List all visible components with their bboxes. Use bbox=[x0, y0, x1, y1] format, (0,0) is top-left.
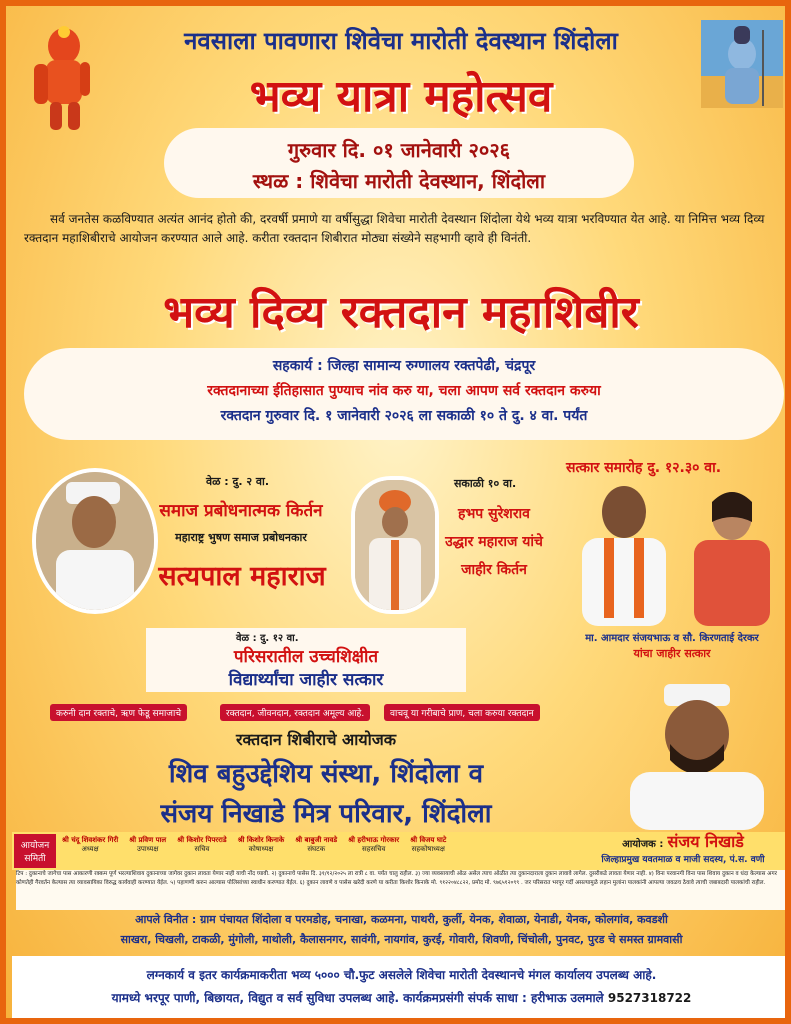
footer-line2: यामध्ये भरपूर पाणी, बिछायत, विद्युत व सर्व सुविधा उपलब्ध आहे. कार्यक्रमप्रसंगी संपर्क साधा : हरीभाऊ उलमाले bbox=[111, 991, 604, 1005]
organizer-label: आयोजक : bbox=[622, 839, 664, 850]
main-title: भव्य यात्रा महोत्सव bbox=[249, 71, 553, 122]
kirantai-derkar-photo bbox=[682, 482, 782, 626]
kirtan1-name: सत्यपाल महाराज bbox=[158, 561, 326, 592]
committee-member: श्री विजय घाटे सहकोषाध्यक्ष bbox=[410, 836, 447, 853]
date-line: गुरुवार दि. ०१ जानेवारी २०२६ bbox=[287, 138, 511, 162]
kirtan1-time: वेळ : दु. २ वा. bbox=[206, 475, 270, 488]
kirtan1-subtitle: महाराष्ट्र भुषण समाज प्रबोधनकार bbox=[175, 531, 307, 544]
temple-name: नवसाला पावणारा शिवेचा मारोती देवस्थान शिंदोला bbox=[184, 27, 618, 55]
committee-label bbox=[14, 834, 56, 868]
camp-slogan-line: रक्तदानाच्या ईतिहासात पुण्याच नांव करु या, चला आपण सर्व रक्तदान करुया bbox=[207, 383, 601, 399]
committee-label-1: आयोजन bbox=[20, 841, 50, 851]
committee-member: श्री बाबुजी नावडे संघटक bbox=[295, 836, 338, 853]
committee-member: श्री प्रविण पाल उपाध्यक्ष bbox=[129, 836, 167, 853]
date-venue-box bbox=[164, 128, 634, 198]
footer-phone: 9527318722 bbox=[607, 991, 692, 1005]
footer-line1: लग्नकार्य व इतर कार्यक्रमाकरीता भव्य ५००० चौ.फुट असलेले शिवेचा मारोती देवस्थानचे मंगल कार्यालय उपलब्ध आहे. bbox=[146, 968, 657, 982]
villages-line1: आपले विनीत : ग्राम पंचायत शिंदोला व परमडोह, चनाखा, कळमना, पाथरी, कुर्ली, येनक, शेवाळा, येनाडी, येनक, कोलगांव, कवडशी bbox=[135, 913, 668, 926]
main-organizer bbox=[578, 830, 788, 865]
shiva-image bbox=[701, 20, 783, 108]
slogan-3: वाचवू या गरीबाचे प्राण, चला करुया रक्तदान bbox=[384, 704, 540, 721]
felicitation-time: सत्कार समारोह दु. १२.३० वा. bbox=[566, 460, 722, 476]
kirtan2-line3: जाहीर किर्तन bbox=[461, 562, 527, 578]
organizer-line1: शिव बहुउद्देशिय संस्था, शिंदोला व bbox=[168, 759, 484, 789]
organizer-heading: रक्तदान शिबीराचे आयोजक bbox=[236, 730, 396, 749]
committee-member: श्री किशोर किनाके कोषाध्यक्ष bbox=[237, 836, 285, 853]
slogan-2: रक्तदान, जीवनदान, रक्तदान अमूल्य आहे. bbox=[220, 704, 370, 721]
felicitation-names: मा. आमदार संजयभाऊ व सौ. किरणताई देरकर bbox=[585, 633, 759, 644]
felicitation-sub: यांचा जाहीर सत्कार bbox=[633, 647, 711, 660]
committee-members bbox=[62, 836, 572, 855]
intro-text: सर्व जनतेस कळविण्यात अत्यंत आनंद होतो की, दरवर्षी प्रमाणे या वर्षीसुद्धा शिवेचा मारोती देवस्थान शिंदोला येथे भव्य यात्रा भरविण्यात येत आहे. या निमित्त भव्य दिव्य रक्तदान महाशिबीराचे आयोजन करण्यात आले आहे. करीता रक्तदान शिबीरात मोठ्या संख्येने सहभागी व्हावे ही विनंती. bbox=[24, 212, 765, 245]
committee-label-2: समिती bbox=[24, 854, 46, 864]
villages-line2: साखरा, चिखली, टाकळी, मुंगोली, माथोली, कैलासनगर, सावंगी, नायगांव, कुरई, गोवारी, शिवणी, चिंचोली, पुनवट, पुरड चे समस्त ग्रामवासी bbox=[120, 933, 683, 946]
organizer-line2: संजय निखाडे मित्र परिवार, शिंदोला bbox=[160, 799, 492, 829]
camp-details-box bbox=[24, 348, 784, 440]
kirtan1-title: समाज प्रबोधनात्मक किर्तन bbox=[159, 501, 323, 521]
committee-member: श्री किशोर पिपरराडे सचिव bbox=[177, 836, 227, 853]
committee-member: श्री हरीभाऊ गोरकार सहसचिव bbox=[348, 836, 400, 853]
organizer-post: जिल्हाप्रमुख यवतमाळ व माजी सदस्य, पं.स. वणी bbox=[601, 855, 765, 865]
kirtan2-line1: हभप सुरेशराव bbox=[458, 506, 530, 522]
sanjay-derkar-photo bbox=[564, 476, 684, 626]
organizer-name: संजय निखाडे bbox=[667, 832, 744, 851]
students-time: वेळ : दु. १२ वा. bbox=[236, 633, 299, 644]
students-line2: विद्यार्थ्यांचा जाहीर सत्कार bbox=[228, 670, 384, 690]
camp-title: भव्य दिव्य रक्तदान महाशिबीर bbox=[163, 287, 639, 338]
students-line1: परिसरातील उच्चशिक्षीत bbox=[233, 647, 379, 667]
kirtan2-line2: उद्धार महाराज यांचे bbox=[445, 534, 543, 550]
notice-text: टिप : दुकानाचे जागेचा पास आकारणी रक्कम पूर्ण भरल्याशिवाय दुकानाच्या जागेवर दुकान लावता येणार नाही याची नोंद घ्यावी. २) दुकानाचे पासेस दि. ३१/१२/२०२५ ला रात्री ८ वा. पर्यंत चालु राहील. ३) ज्या व्यवसायाची ओळ असेल त्याच ओळीत त्या दुकानदाराला दुकान लावावे लागेल. दुसरीकडे लावता येणार नाही. ४) विना परवानगी विना पास शिवाय दुकान व धंदा केल्यास अगर कोणतेही गैरवर्तन केल्यास त्या व्यावसायिका विरुद्ध कार्यवाही करण्यात येईल. ५) पहाणणी करुन आल्यास पोलिसांच्या स्वाधीन करण्यात येईल. ६) दुकान लावणे व पासेस खरेदी करणे या करीता किशोर किनाके मो. ९१२२०४८८२२, प्रमोद मो. ९७६५१२०९९ . जर परिसरात भरपूर गर्दी असल्यामुळे लहान मुलांना पालकांनी आपल्या जवळच ठेवावे त्याची जबाबदारी पालकांची राहील. bbox=[16, 870, 786, 910]
hanuman-image bbox=[24, 24, 104, 132]
venue-line: स्थळ : शिवेचा मारोती देवस्थान, शिंदोला bbox=[252, 169, 546, 193]
students-box bbox=[146, 628, 466, 692]
kirtan2-time: सकाळी १० वा. bbox=[454, 477, 517, 490]
camp-time-line: रक्तदान गुरुवार दि. १ जानेवारी २०२६ ला सकाळी १० ते दु. ४ वा. पर्यंत bbox=[220, 408, 588, 424]
sanjay-nikhade-photo bbox=[620, 680, 774, 830]
committee-member: श्री चंदू शिवशंकर गिरी अध्यक्ष bbox=[62, 836, 119, 853]
slogan-1: करुनी दान रक्ताचे, ऋण फेडू समाजाचे bbox=[50, 704, 187, 721]
footer-box bbox=[12, 956, 791, 1024]
satyapal-maharaj-photo bbox=[32, 468, 158, 614]
camp-support-line: सहकार्य : जिल्हा सामान्य रुग्णालय रक्तपेढी, चंद्रपूर bbox=[272, 358, 536, 374]
